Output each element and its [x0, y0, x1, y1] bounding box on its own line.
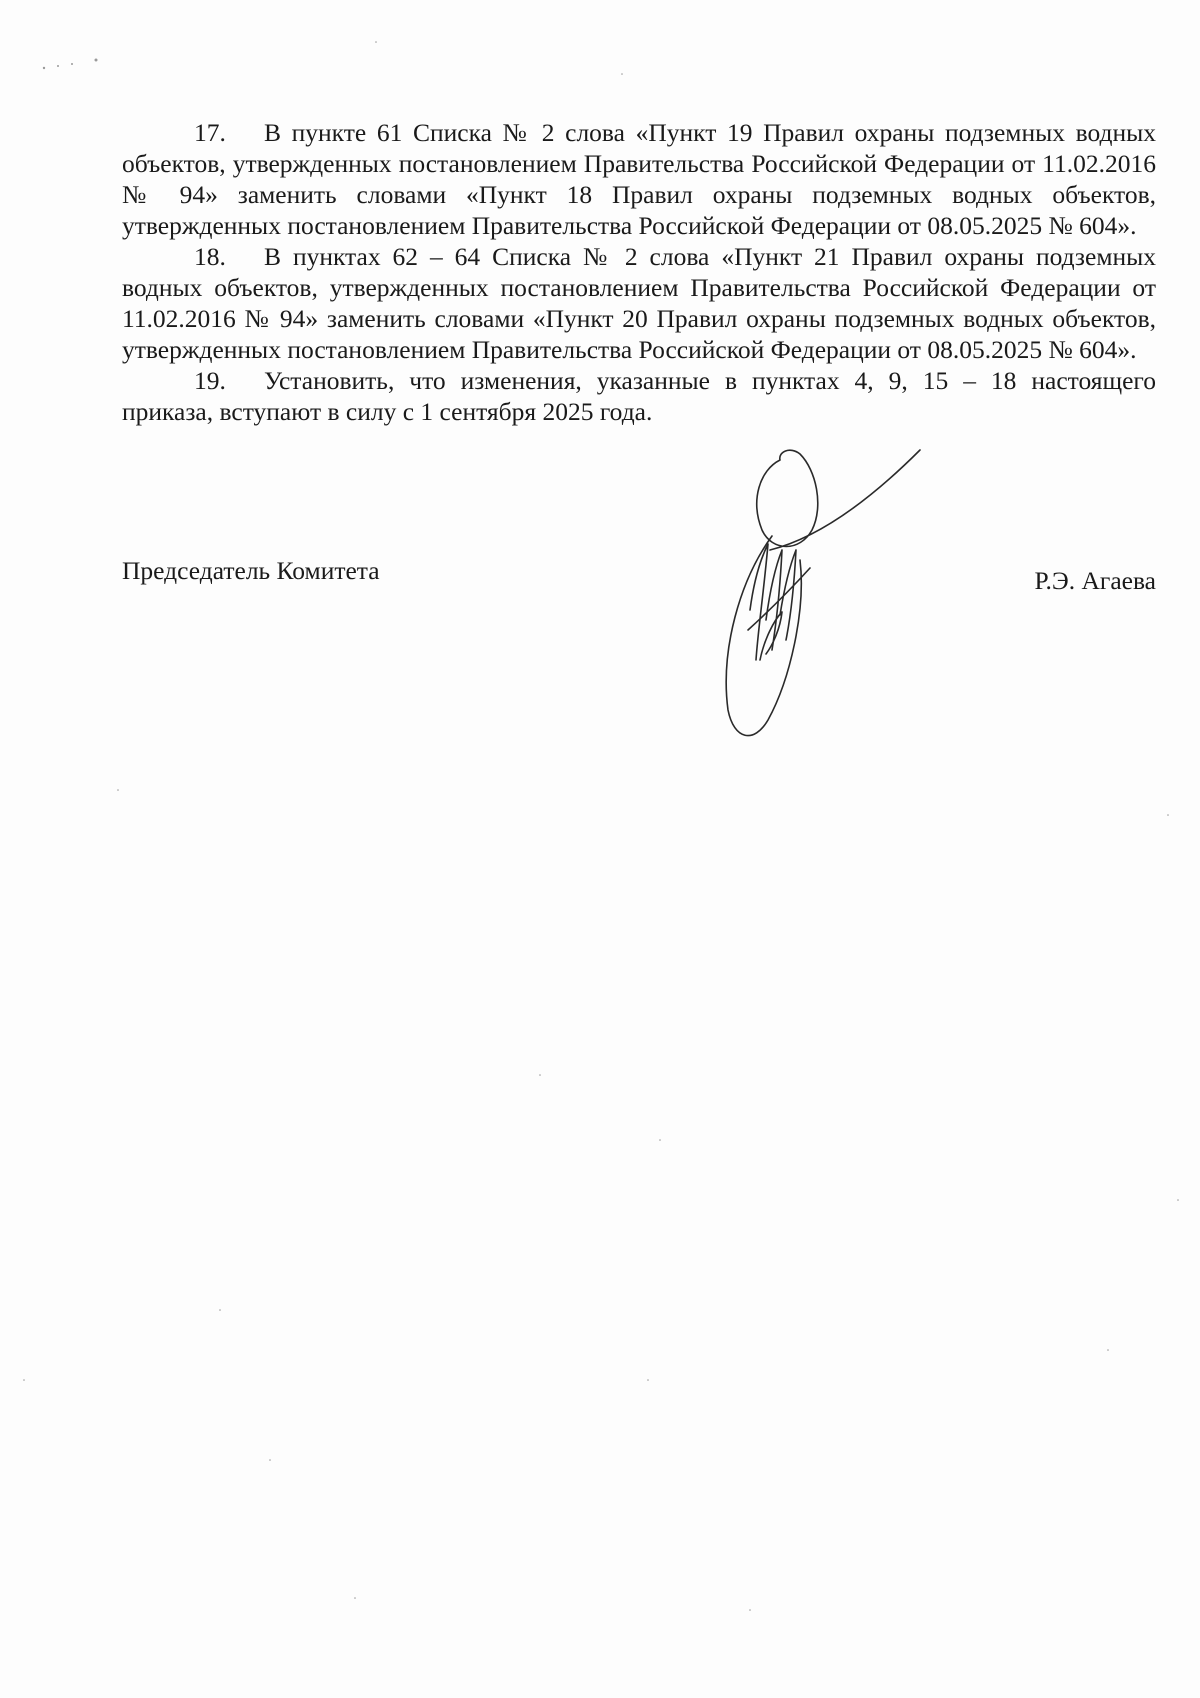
document-body: [122, 117, 1156, 427]
signature-block: [122, 556, 1156, 596]
paragraph-19: [122, 365, 1156, 427]
paragraph-text: Установить, что изменения, указанные в пунктах 4, 9, 15 – 18 настоящего приказа, вступают в силу с 1 сентября 2025 года.: [122, 366, 1156, 426]
paragraph-number: 19.: [194, 366, 226, 395]
paragraph-number: 18.: [194, 242, 226, 271]
handwritten-signature: [720, 440, 950, 760]
signatory-name: Р.Э. Агаева: [1034, 566, 1156, 595]
paragraph-17: [122, 117, 1156, 241]
paragraph-text: В пункте 61 Списка № 2 слова «Пункт 19 Правил охраны подземных водных объектов, утвержденных постановлением Правительства Российской Федерации от 11.02.2016 № 94» заменить словами «Пункт 18 Правил охраны подземных водных объектов, утвержденных постановлением Правительства Российской Федерации от 08.05.2025 № 604».: [122, 118, 1156, 240]
paragraph-number: 17.: [194, 118, 226, 147]
signatory-title: Председатель Комитета: [122, 556, 380, 585]
paragraph-text: В пунктах 62 – 64 Списка № 2 слова «Пункт 21 Правил охраны подземных водных объектов, утвержденных постановлением Правительства Российской Федерации от 11.02.2016 № 94» заменить словами «Пункт 20 Правил охраны подземных водных объектов, утвержденных постановлением Правительства Российской Федерации от 08.05.2025 № 604».: [122, 242, 1156, 364]
paragraph-18: [122, 241, 1156, 365]
